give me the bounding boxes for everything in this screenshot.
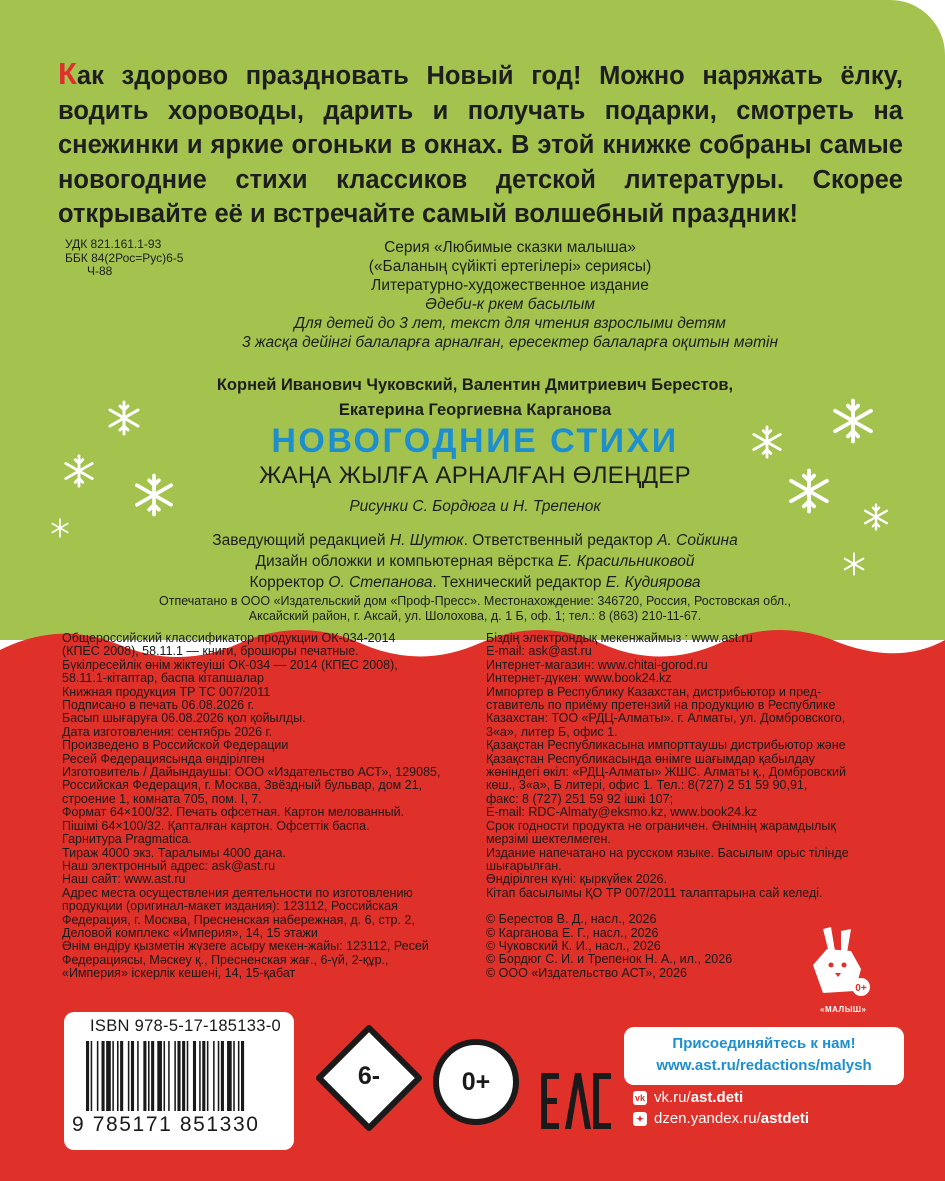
intro-drop-letter: К	[58, 56, 77, 91]
imprint-line: Срок годности продукта не ограничен. Өнімнің жарамдылық	[486, 818, 836, 833]
imprint-line: Өндірілген күні: қыркүйек 2026.	[486, 872, 667, 887]
design-name: Е. Красильниковой	[557, 553, 695, 570]
imprint-line: Қазақстан Республикасында өнімге шағымдар қабылдау	[486, 751, 815, 766]
snowflake-icon	[50, 518, 70, 538]
book-title-kazakh: ЖАҢА ЖЫЛҒА АРНАЛҒАН ӨЛЕҢДЕР	[259, 462, 691, 489]
imprint-line: шығарылған.	[486, 858, 562, 873]
imprint-line: (КПЕС 2008), 58.11.1 — книги, брошюры печатные.	[62, 644, 359, 659]
vk-url-handle: ast.deti	[690, 1089, 744, 1106]
corrector-role: Корректор	[249, 574, 329, 591]
author-mark-code: Ч-88	[87, 264, 113, 278]
imprint-left-column	[62, 632, 440, 981]
intro-text: ак здорово праздновать Новый год! Можно наряжать ёлку, водить хороводы, дарить и получать подарки, смотреть на снежинки и яркие огоньки в окнах. В этой книжке собраны самые новогодние стихи классиков детской литературы. Скорее открывайте её и встречайте самый волшебный праздник!	[58, 62, 903, 228]
bbk-code: ББК 84(2Рос=Рус)6-5	[65, 250, 184, 265]
bunny-badge-label: 0+	[855, 983, 867, 994]
imprint-line: Казахстан: ТОО «РДЦ-Алматы». г. Алматы, ул. Домбровского,	[486, 711, 846, 726]
series-info	[120, 238, 900, 352]
imprint-line: факс: 8 (727) 251 59 92 ішкі 107;	[486, 791, 674, 806]
imprint-line: Ресей Федерациясында өндірілген	[62, 751, 265, 766]
age-note: Для детей до 3 лет, текст для чтения взрослыми детям	[294, 315, 726, 332]
editor-head-name: Н. Шутюк	[389, 532, 464, 549]
imprint-line: көш., 3«а», Б литері, офис 1. Тел.: 8(727) 2 51 59 90,91,	[486, 778, 808, 793]
imprint-line: Изготовитель / Дайындаушы: ООО «Издательство АСТ», 129085,	[62, 765, 441, 780]
imprint-line: E-mail: ask@ast.ru	[486, 644, 592, 659]
age-circle-label: 0+	[461, 1068, 491, 1096]
udk-code: УДК 821.161.1-93	[65, 237, 162, 251]
tech-editor-role: . Технический редактор	[432, 574, 606, 591]
imprint-line: Общероссийский классификатор продукции ОК-034-2014	[62, 631, 396, 645]
book-title: НОВОГОДНИЕ СТИХИ	[271, 422, 679, 460]
design-role: Дизайн обложки и компьютерная вёрстка	[255, 553, 558, 570]
series-name-kazakh: («Баланың сүйікті ертегілері» сериясы)	[368, 258, 652, 275]
credits-line-3	[80, 572, 870, 593]
barcode	[86, 1041, 282, 1115]
imprint-line: Федерациясы, Мәскеу қ., Пресненская жағ., 6-үй, 2-құр.,	[62, 952, 389, 967]
imprint-line: 3«а», литер Б, офис 1.	[486, 724, 618, 739]
social-vk[interactable]	[633, 1088, 743, 1108]
imprint-line: Произведено в Российской Федерации	[62, 738, 289, 753]
imprint-line: Кітап басылымы ҚО ТР 007/2011 талаптарына сай келеді.	[486, 885, 823, 900]
imprint-line: Пішімі 64×100/32. Қапталған картон. Офсеттік баспа.	[62, 818, 370, 833]
age-note-kazakh: 3 жасқа дейінгі балаларға арналған, ересектер балаларға оқитын мәтін	[241, 334, 779, 351]
imprint-line: 58.11.1-кітаптар, баспа кітапшалар	[62, 671, 264, 686]
imprint-right-column	[486, 632, 849, 980]
imprint-line: Деловой комплекс «Империя», 14, 15 этажи	[62, 925, 318, 940]
bunny-logo-icon	[799, 925, 879, 1007]
imprint-line: мерзімі шектелмеген.	[486, 832, 611, 847]
imprint-line: Бүкілресейлік өнім жіктеуіші ОК-034 — 2014 (КПЕС 2008),	[62, 657, 398, 672]
imprint-line: Наш сайт: www.ast.ru	[62, 872, 186, 887]
copyright-line: © ООО «Издательство АСТ», 2026	[486, 965, 687, 980]
imprint-line: жөніндегі өкіл: «РДЦ-Алматы» ЖШС. Алматы қ., Домбровский	[486, 765, 846, 780]
imprint-line: Гарнитура Pragmatica.	[62, 832, 192, 847]
dzen-url-handle: astdeti	[760, 1110, 810, 1127]
editor-role: . Ответственный редактор	[463, 532, 658, 549]
isbn-digits: 9 785171 851330	[72, 1113, 260, 1136]
imprint-line: продукции (оригинал-макет издания): 123112, Российская	[62, 899, 398, 914]
authors-line-1: Корней Иванович Чуковский, Валентин Дмитриевич Берестов,	[216, 376, 734, 394]
illustrators: Рисунки С. Бордюга и Н. Трепенок	[349, 498, 601, 515]
imprint-line: Импортер в Республику Казахстан, дистрибьютор и пред-	[486, 684, 822, 699]
imprint-line: E-mail: RDC-Almaty@eksmo.kz, www.book24.kz	[486, 805, 758, 820]
editor-name: А. Сойкина	[657, 532, 738, 549]
dzen-icon: ✦	[633, 1112, 647, 1126]
imprint-line: Формат 64×100/32. Печать офсетная. Картон мелованный.	[62, 805, 405, 820]
editorial-credits	[80, 530, 870, 593]
imprint-line: Өнім өндіру қызметін жүзеге асыру мекен-жайы: 123112, Ресей	[62, 939, 429, 954]
printer-line-1: Отпечатано в ООО «Издательский дом «Проф-Пресс». Местонахождение: 346720, Россия, Ростовская обл.,	[159, 594, 791, 608]
imprint-line: Издание напечатано на русском языке. Басылым орыс тілінде	[486, 845, 849, 860]
imprint-line: Российская Федерация, г. Москва, Звёздный бульвар, дом 21,	[62, 778, 423, 793]
imprint-line: Федерация, г. Москва, Пресненская набережная, д. 6, стр. 2,	[62, 912, 415, 927]
copyright-line: © Чуковский К. И., насл., 2026	[486, 938, 661, 953]
tech-editor-name: Е. Кудиярова	[605, 574, 701, 591]
imprint-line: Книжная продукция ТР ТС 007/2011	[62, 684, 271, 699]
copyright-line: © Карганова Е. Г., насл., 2026	[486, 925, 659, 940]
join-heading: Присоединяйтесь к нам!	[672, 1035, 856, 1052]
vk-url-prefix: vk.ru/	[654, 1089, 691, 1106]
imprint-line: Наш электронный адрес: ask@ast.ru	[62, 858, 276, 873]
imprint-line: Интернет-магазин: www.chitai-gorod.ru	[486, 657, 708, 672]
social-dzen[interactable]	[633, 1109, 809, 1129]
publisher-caption: «МАЛЫШ»	[820, 1005, 867, 1014]
imprint-line: Қазақстан Республикасына импорттаушы дистрибьютор және	[486, 738, 846, 753]
imprint-line: ставитель по приёму претензий на продукцию в Республике	[486, 698, 836, 713]
editor-head-role: Заведующий редакцией	[212, 532, 390, 549]
age-diamond-label: 6-	[357, 1062, 381, 1090]
printer-line-2: Аксайский район, г. Аксай, ул. Шолохова, д. 1 Б, оф. 1; тел.: 8 (863) 210-11-67.	[248, 609, 702, 623]
imprint-line: Интернет-дүкен: www.book24.kz	[486, 671, 672, 686]
imprint-line: Подписано в печать 06.08.2026 г.	[62, 698, 255, 713]
eac-mark	[541, 1073, 611, 1129]
corrector-name: О. Степанова	[328, 574, 433, 591]
imprint-line: Адрес места осуществления деятельности по изготовлению	[62, 885, 413, 900]
authors	[40, 373, 910, 423]
edition-type-kazakh: Әдеби-к ркем басылым	[425, 296, 595, 313]
imprint-line: Тираж 4000 экз. Таралымы 4000 дана.	[62, 845, 286, 860]
edition-type: Литературно-художественное издание	[371, 277, 649, 294]
intro-paragraph	[58, 57, 903, 232]
credits-line-2	[80, 551, 870, 572]
imprint-line: Дата изготовления: сентябрь 2026 г.	[62, 724, 273, 739]
isbn-label: ISBN 978-5-17-185133-0	[90, 1017, 281, 1035]
imprint-line: Біздің электрондық мекенжаймыз : www.ast.ru	[486, 631, 753, 645]
imprint-line: «Империя» іскерлік кешені, 14, 15-қабат	[62, 966, 296, 981]
vk-icon: vk	[634, 1093, 645, 1103]
series-name: Серия «Любимые сказки малыша»	[384, 239, 636, 256]
copyright-line: © Бордюг С. И. и Трепенок Н. А., ил., 2026	[486, 952, 733, 967]
credits-line-1	[80, 530, 870, 551]
copyright-line: © Берестов В. Д., насл., 2026	[486, 912, 657, 927]
authors-line-2: Екатерина Георгиевна Карганова	[338, 401, 612, 419]
join-url[interactable]: www.ast.ru/redactions/malysh	[656, 1057, 872, 1074]
dzen-url-prefix: dzen.yandex.ru/	[654, 1110, 761, 1127]
imprint-line: Басып шығаруға 06.08.2026 қол қойылды.	[62, 711, 306, 726]
imprint-line: строение 1, комната 705, пом. I, 7.	[62, 791, 262, 806]
printer-info	[80, 594, 870, 624]
